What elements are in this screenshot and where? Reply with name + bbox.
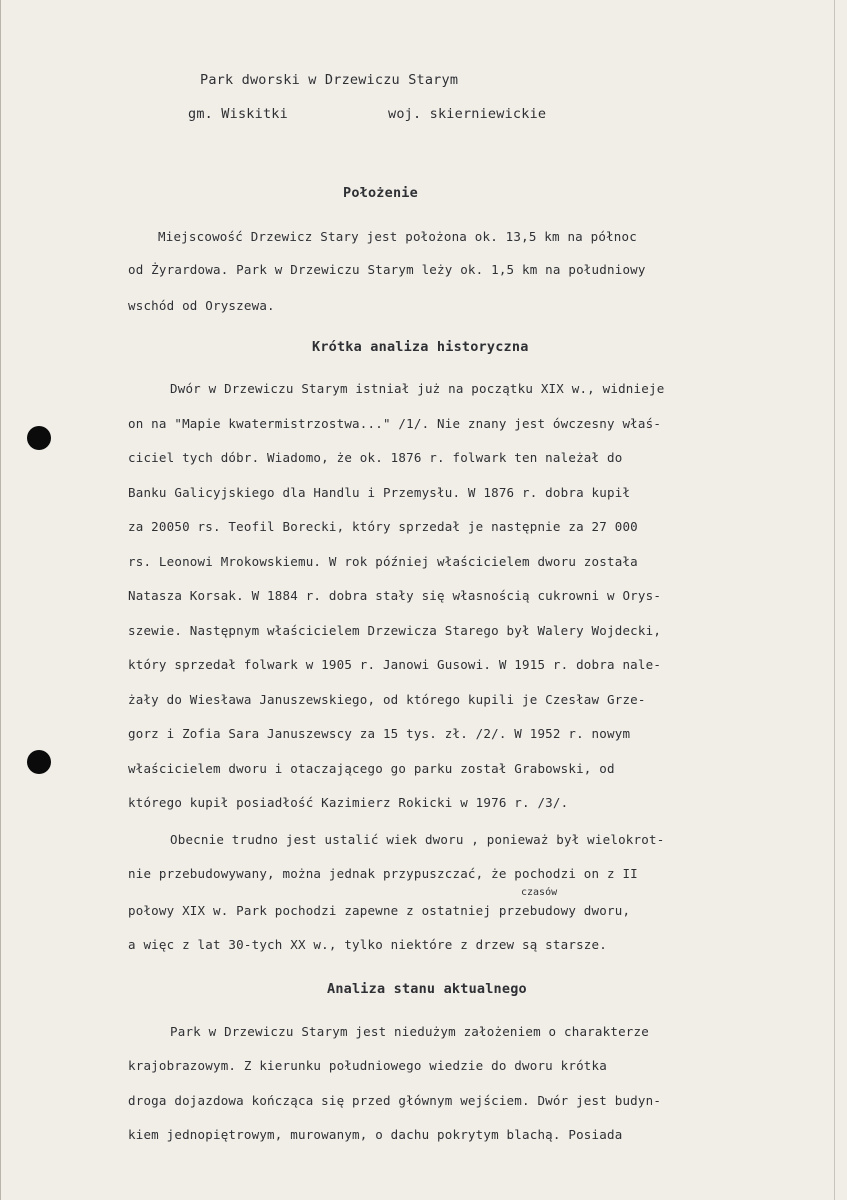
section-heading-stan: Analiza stanu aktualnego (327, 981, 527, 997)
text-line: Park w Drzewiczu Starym jest niedużym założeniem o charakterze (170, 1024, 649, 1039)
text-line: Natasza Korsak. W 1884 r. dobra stały się własnością cukrowni w Orys- (128, 588, 662, 603)
section-heading-historia: Krótka analiza historyczna (312, 339, 529, 355)
text-line: Banku Galicyjskiego dla Handlu i Przemysłu. W 1876 r. dobra kupił (128, 485, 631, 500)
text-line: którego kupił posiadłość Kazimierz Rokicki w 1976 r. /3/. (128, 795, 569, 810)
punch-hole-lower (27, 750, 51, 774)
text-line: nie przebudowywany, można jednak przypuszczać, że pochodzi on z II (128, 866, 638, 881)
text-line: kiem jednopiętrowym, murowanym, o dachu pokrytym blachą. Posiada (128, 1127, 623, 1142)
document-title: Park dworski w Drzewiczu Starym (200, 72, 459, 88)
text-line: połowy XIX w. Park pochodzi zapewne z ostatniej przebudowy dworu, (128, 903, 631, 918)
punch-hole-upper (27, 426, 51, 450)
section-heading-polozenie: Położenie (343, 185, 418, 201)
text-line: rs. Leonowi Mrokowskiemu. W rok później właścicielem dworu została (128, 554, 638, 569)
text-line: Dwór w Drzewiczu Starym istniał już na początku XIX w., widnieje (170, 381, 665, 396)
text-line: on na "Mapie kwatermistrzostwa..." /1/. Nie znany jest ówczesny właś- (128, 416, 662, 431)
text-line: szewie. Następnym właścicielem Drzewicza Starego był Walery Wojdecki, (128, 623, 662, 638)
text-line: ciciel tych dóbr. Wiadomo, że ok. 1876 r. folwark ten należał do (128, 450, 623, 465)
text-line: krajobrazowym. Z kierunku południowego wiedzie do dworu krótka (128, 1058, 607, 1073)
text-line: od Żyrardowa. Park w Drzewiczu Starym leży ok. 1,5 km na południowy (128, 262, 646, 277)
text-line: żały do Wiesława Januszewskiego, od którego kupili je Czesław Grze- (128, 692, 646, 707)
wojewodztwo-label: woj. skierniewickie (388, 106, 547, 122)
text-line: wschód od Oryszewa. (128, 298, 275, 313)
text-line: Obecnie trudno jest ustalić wiek dworu , ponieważ był wielokrot- (170, 832, 665, 847)
text-line: za 20050 rs. Teofil Borecki, który sprzedał je następnie za 27 000 (128, 519, 638, 534)
text-line: który sprzedał folwark w 1905 r. Janowi Gusowi. W 1915 r. dobra nale- (128, 657, 662, 672)
page-edge-right (834, 0, 835, 1200)
text-line: właścicielem dworu i otaczającego go parku został Grabowski, od (128, 761, 615, 776)
handwritten-insertion: czasów (521, 887, 558, 898)
text-line: droga dojazdowa kończąca się przed głównym wejściem. Dwór jest budyn- (128, 1093, 662, 1108)
text-line: gorz i Zofia Sara Januszewscy za 15 tys. zł. /2/. W 1952 r. nowym (128, 726, 631, 741)
text-line: Miejscowość Drzewicz Stary jest położona ok. 13,5 km na północ (158, 229, 637, 244)
text-line: a więc z lat 30-tych XX w., tylko niektóre z drzew są starsze. (128, 937, 607, 952)
gmina-label: gm. Wiskitki (188, 106, 288, 122)
page-edge-left (0, 0, 1, 1200)
